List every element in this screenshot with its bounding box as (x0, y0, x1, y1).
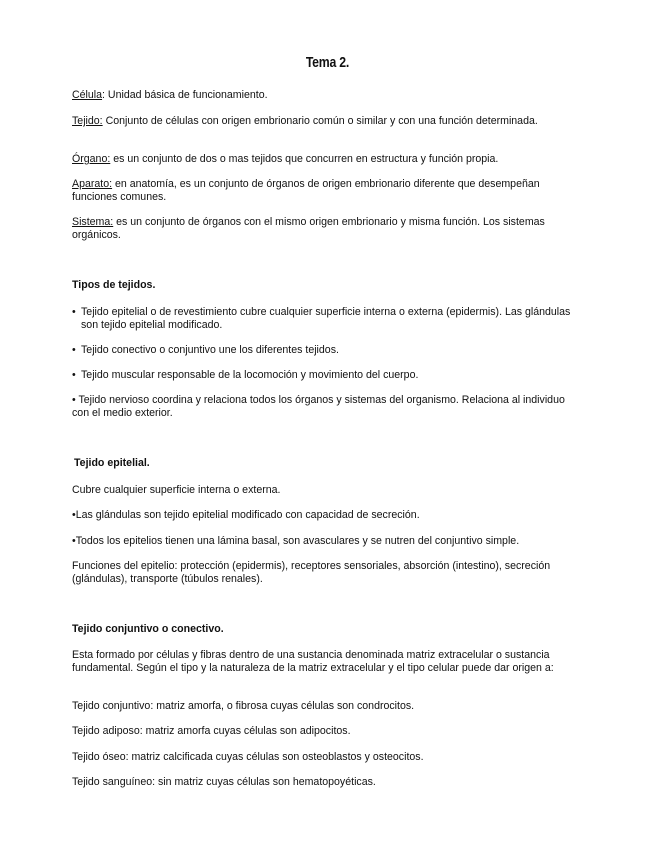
heading-tejido-conjuntivo: Tejido conjuntivo o conectivo. (72, 623, 224, 635)
definition-organo (72, 153, 572, 166)
paragraph-conjuntivo-1: Esta formado por células y fibras dentro de una sustancia denominada matriz extracelular o sustancia fundamental. Según el tipo y la naturaleza de la matriz extracelular y el tipo celular puede dar origen a: (72, 649, 554, 674)
definition-aparato (72, 178, 572, 204)
paragraph-tejido-nervioso: • Tejido nervioso coordina y relaciona todos los órganos y sistemas del organismo. Relaciona al individuo con el medio exterior. (72, 394, 565, 419)
bullet-text: Tejido epitelial o de revestimiento cubre cualquier superficie interna o externa (epidermis). Las glándulas son tejido epitelial modificado. (81, 306, 571, 331)
term-aparato: Aparato: (72, 178, 113, 190)
bullet-marker: • (72, 369, 76, 381)
bullet-text: Tejido conectivo o conjuntivo une los diferentes tejidos. (81, 344, 339, 356)
paragraph-conjuntivo-4: Tejido óseo: matriz calcificada cuyas células son osteoblastos y osteocitos. (72, 751, 424, 763)
paragraph-epitelial-3: •Todos los epitelios tienen una lámina basal, son avasculares y se nutren del conjuntivo simple. (72, 535, 520, 547)
term-sistema: Sistema: (72, 216, 114, 228)
heading-tejido-epitelial: Tejido epitelial. (74, 457, 150, 469)
paragraph-epitelial-1: Cubre cualquier superficie interna o externa. (72, 484, 281, 496)
term-tejido: Tejido: (72, 115, 103, 127)
term-celula: Célula (72, 89, 103, 101)
paragraph-conjuntivo-2: Tejido conjuntivo: matriz amorfa, o fibrosa cuyas células son condrocitos. (72, 700, 415, 712)
definition-sistema (72, 216, 572, 242)
heading-tipos-tejidos: Tipos de tejidos. (72, 279, 156, 291)
definition-organo-text: es un conjunto de dos o mas tejidos que concurren en estructura y función propia. (110, 153, 499, 165)
definition-celula-text: : Unidad básica de funcionamiento. (102, 89, 268, 101)
paragraph-epitelial-4: Funciones del epitelio: protección (epidermis), receptores sensoriales, absorción (intestino), secreción (glándulas), transporte (túbulos renales). (72, 560, 551, 585)
bullet-text: Tejido muscular responsable de la locomoción y movimiento del cuerpo. (81, 369, 419, 381)
bullet-marker: • (72, 344, 76, 356)
bullet-item (72, 369, 572, 382)
page-title: Tema 2. (305, 54, 349, 71)
paragraph-epitelial-2: •Las glándulas son tejido epitelial modificado con capacidad de secreción. (72, 509, 420, 521)
definition-aparato-text: en anatomía, es un conjunto de órganos de origen embrionario diferente que desempeñan funciones comunes. (72, 178, 540, 203)
definition-tejido (72, 115, 572, 128)
definition-sistema-text: es un conjunto de órganos con el mismo origen embrionario y misma función. Los sistemas orgánicos. (72, 216, 545, 241)
bullet-marker: • (72, 306, 76, 318)
term-organo: Órgano: (72, 153, 111, 165)
bullet-item (72, 306, 572, 332)
paragraph-conjuntivo-3: Tejido adiposo: matriz amorfa cuyas células son adipocitos. (72, 725, 351, 737)
bullet-item (72, 344, 572, 357)
definition-celula (72, 89, 572, 102)
definition-tejido-text: Conjunto de células con origen embrionario común o similar y con una función determinada. (102, 115, 538, 127)
paragraph-conjuntivo-5: Tejido sanguíneo: sin matriz cuyas células son hematopoyéticas. (72, 776, 376, 788)
